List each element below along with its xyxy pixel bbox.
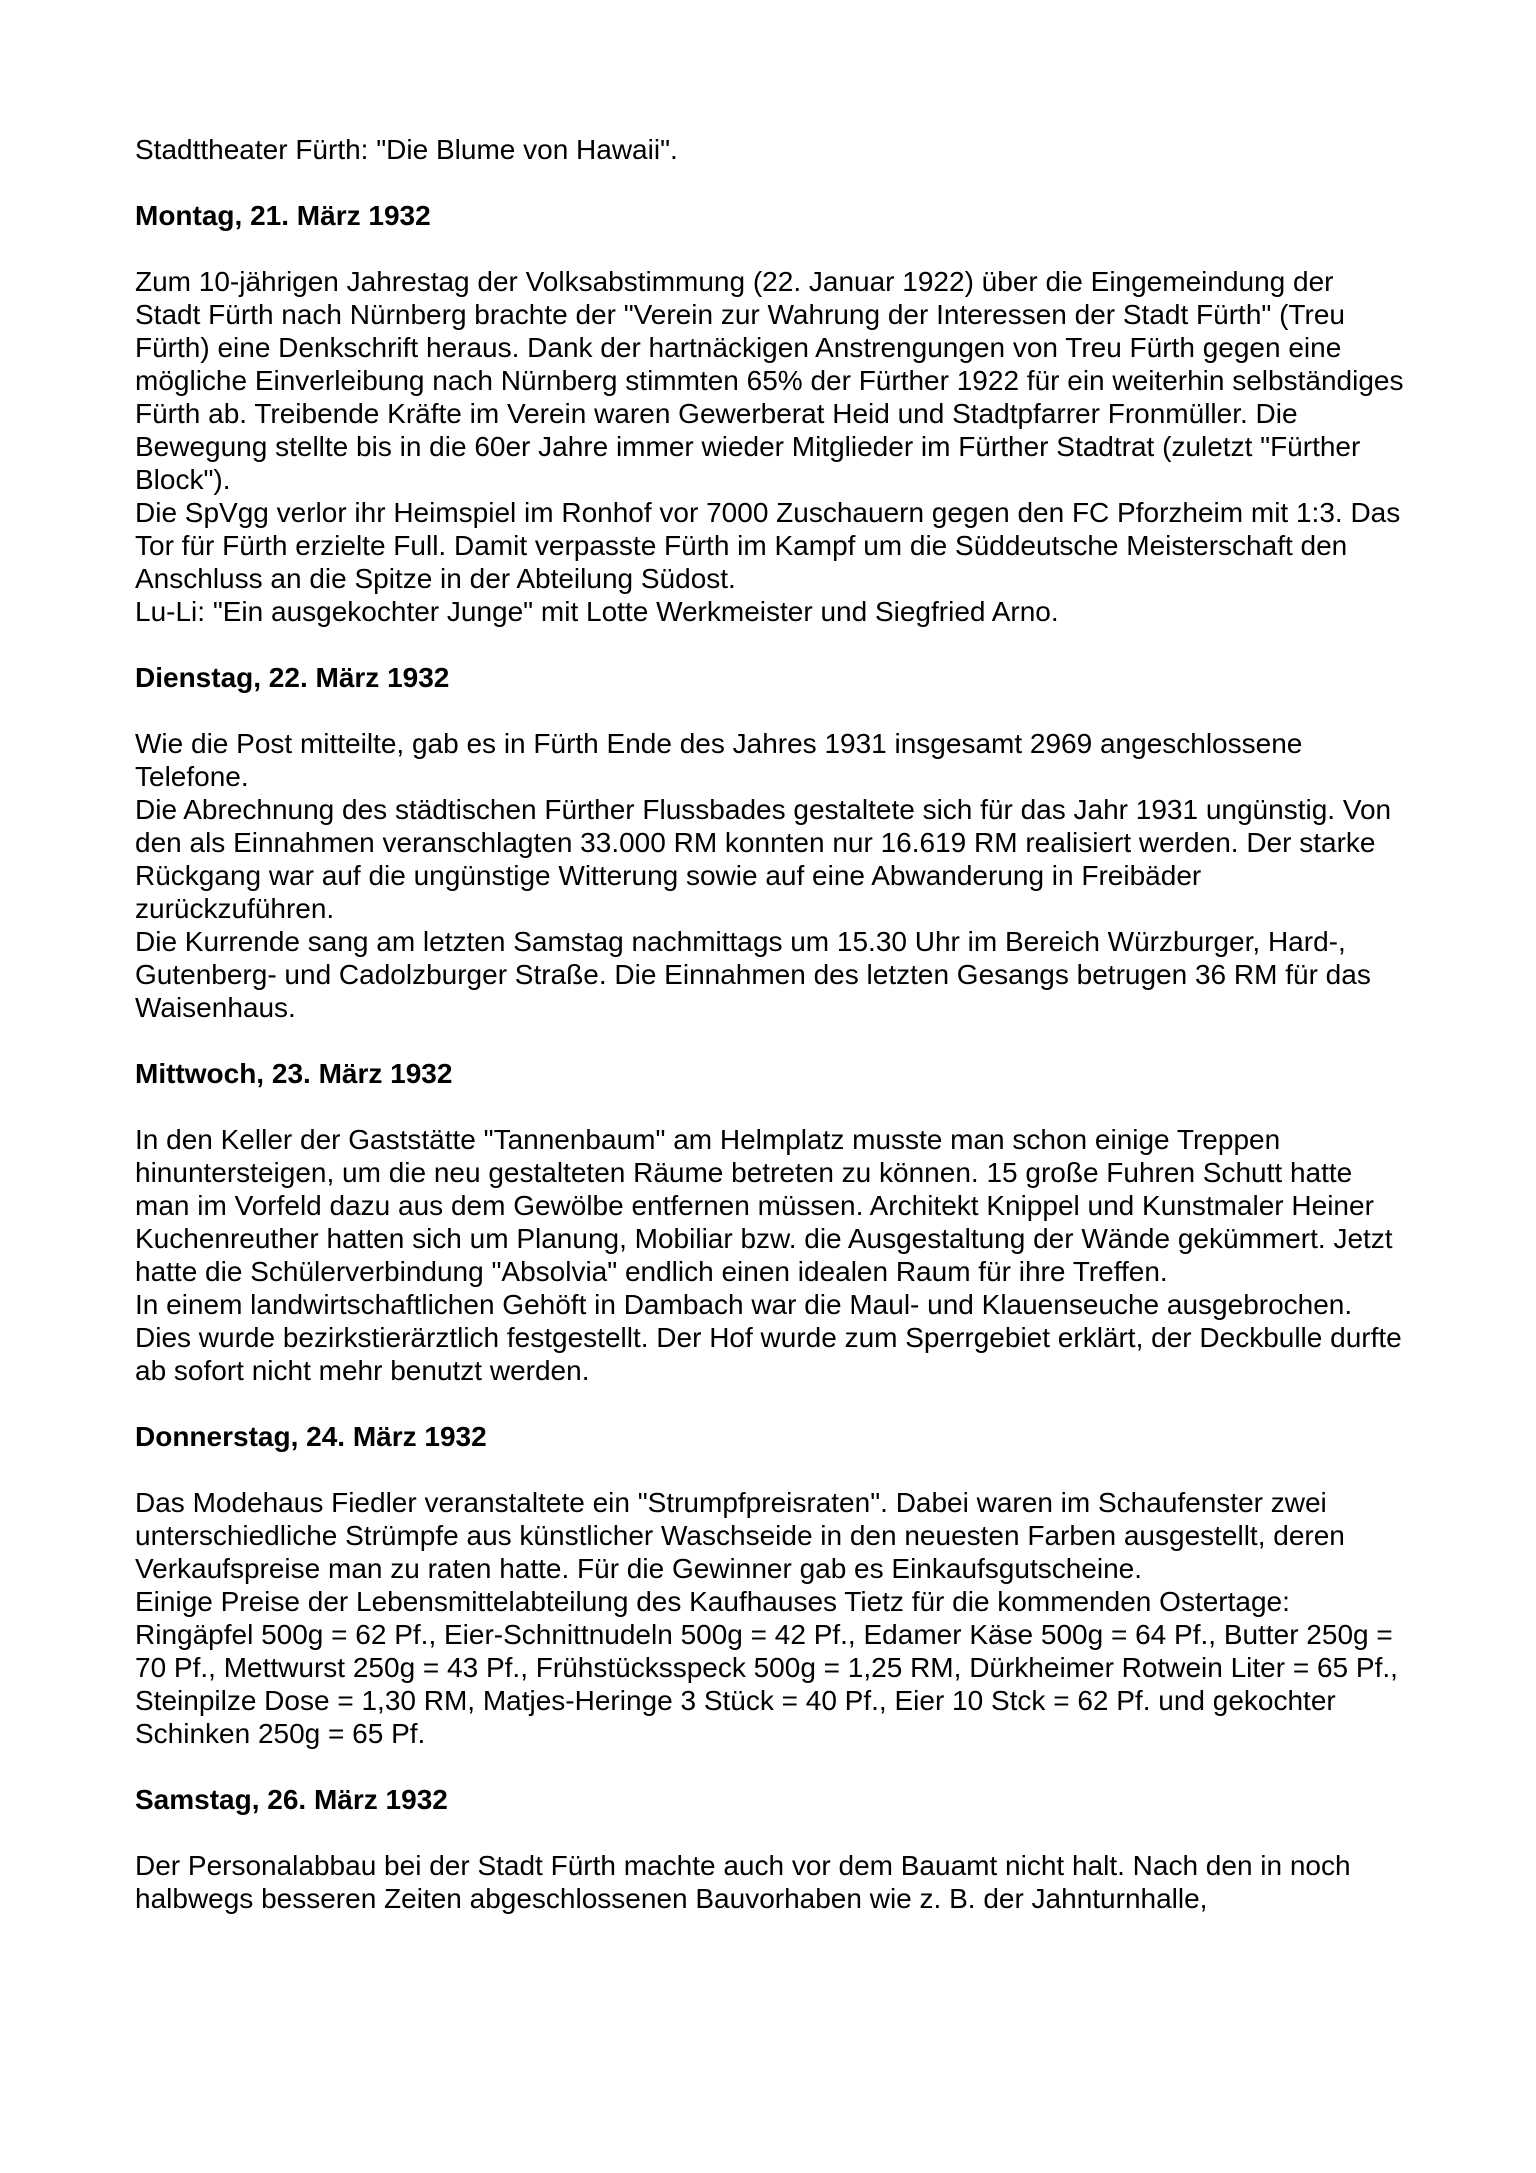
intro-line: Stadttheater Fürth: "Die Blume von Hawaii". [135, 134, 678, 165]
paragraph: Das Modehaus Fiedler veranstaltete ein "Strumpfpreisraten". Dabei waren im Schaufenster zwei unterschiedliche Strümpfe aus künstlicher Waschseide in den neuesten Farben ausgestellt, deren Verkaufspreise man zu raten hatte. Für die Gewinner gab es Einkaufsgutscheine. [135, 1487, 1345, 1584]
paragraph: In den Keller der Gaststätte "Tannenbaum" am Helmplatz musste man schon einige Treppen hinuntersteigen, um die neu gestalteten Räume betreten zu können. 15 große Fuhren Schutt hatte man im Vorfeld dazu aus dem Gewölbe entfernen müssen. Architekt Knippel und Kunstmaler Heiner Kuchenreuther hatten sich um Planung, Mobiliar bzw. die Ausgestaltung der Wände gekümmert. Jetzt hatte die Schülerverbindung "Absolvia" endlich einen idealen Raum für ihre Treffen. [135, 1124, 1393, 1287]
paragraph: Wie die Post mitteilte, gab es in Fürth Ende des Jahres 1931 insgesamt 2969 angeschlossene Telefone. [135, 728, 1303, 792]
paragraph: Zum 10-jährigen Jahrestag der Volksabstimmung (22. Januar 1922) über die Eingemeindung der Stadt Fürth nach Nürnberg brachte der "Verein zur Wahrung der Interessen der Stadt Fürth" (Treu Fürth) eine Denkschrift heraus. Dank der hartnäckigen Anstrengungen von Treu Fürth gegen eine mögliche Einverleibung nach Nürnberg stimmten 65% der Fürther 1922 für ein weiterhin selbständiges Fürth ab. Treibende Kräfte im Verein waren Gewerberat Heid und Stadtpfarrer Fronmüller. Die Bewegung stellte bis in die 60er Jahre immer wieder Mitglieder im Fürther Stadtrat (zuletzt "Fürther Block"). [135, 266, 1404, 495]
document-content [135, 133, 1406, 1915]
section-mittwoch-23-maerz [135, 1057, 1406, 1387]
section-montag-21-maerz [135, 199, 1406, 628]
paragraph: Einige Preise der Lebensmittelabteilung des Kaufhauses Tietz für die kommenden Ostertage: Ringäpfel 500g = 62 Pf., Eier-Schnittnudeln 500g = 42 Pf., Edamer Käse 500g = 64 Pf., Butter 250g = 70 Pf., Mettwurst 250g = 43 Pf., Frühstücksspeck 500g = 1,25 RM, Dürkheimer Rotwein Liter = 65 Pf., Steinpilze Dose = 1,30 RM, Matjes-Heringe 3 Stück = 40 Pf., Eier 10 Stck = 62 Pf. und gekochter Schinken 250g = 65 Pf. [135, 1586, 1398, 1749]
paragraph: Die Kurrende sang am letzten Samstag nachmittags um 15.30 Uhr im Bereich Würzburger, Hard-, Gutenberg- und Cadolzburger Straße. Die Einnahmen des letzten Gesangs betrugen 36 RM für das Waisenhaus. [135, 926, 1371, 1023]
section-samstag-26-maerz [135, 1783, 1406, 1915]
section-heading: Samstag, 26. März 1932 [135, 1784, 448, 1815]
section-heading: Montag, 21. März 1932 [135, 200, 431, 231]
section-heading: Mittwoch, 23. März 1932 [135, 1058, 453, 1089]
section-heading: Donnerstag, 24. März 1932 [135, 1421, 487, 1452]
paragraph: Die Abrechnung des städtischen Fürther Flussbades gestaltete sich für das Jahr 1931 ungünstig. Von den als Einnahmen veranschlagten 33.000 RM konnten nur 16.619 RM realisiert werden. Der starke Rückgang war auf die ungünstige Witterung sowie auf eine Abwanderung in Freibäder zurückzuführen. [135, 794, 1392, 924]
paragraph: Die SpVgg verlor ihr Heimspiel im Ronhof vor 7000 Zuschauern gegen den FC Pforzheim mit 1:3. Das Tor für Fürth erzielte Full. Damit verpasste Fürth im Kampf um die Süddeutsche Meisterschaft den Anschluss an die Spitze in der Abteilung Südost. [135, 497, 1401, 594]
paragraph: Der Personalabbau bei der Stadt Fürth machte auch vor dem Bauamt nicht halt. Nach den in noch halbwegs besseren Zeiten abgeschlossenen Bauvorhaben wie z. B. der Jahnturnhalle, [135, 1850, 1351, 1914]
section-donnerstag-24-maerz [135, 1420, 1406, 1750]
section-dienstag-22-maerz [135, 661, 1406, 1024]
paragraph: In einem landwirtschaftlichen Gehöft in Dambach war die Maul- und Klauenseuche ausgebrochen. Dies wurde bezirkstierärztlich festgestellt. Der Hof wurde zum Sperrgebiet erklärt, der Deckbulle durfte ab sofort nicht mehr benutzt werden. [135, 1289, 1402, 1386]
paragraph: Lu-Li: "Ein ausgekochter Junge" mit Lotte Werkmeister und Siegfried Arno. [135, 596, 1059, 627]
section-heading: Dienstag, 22. März 1932 [135, 662, 450, 693]
